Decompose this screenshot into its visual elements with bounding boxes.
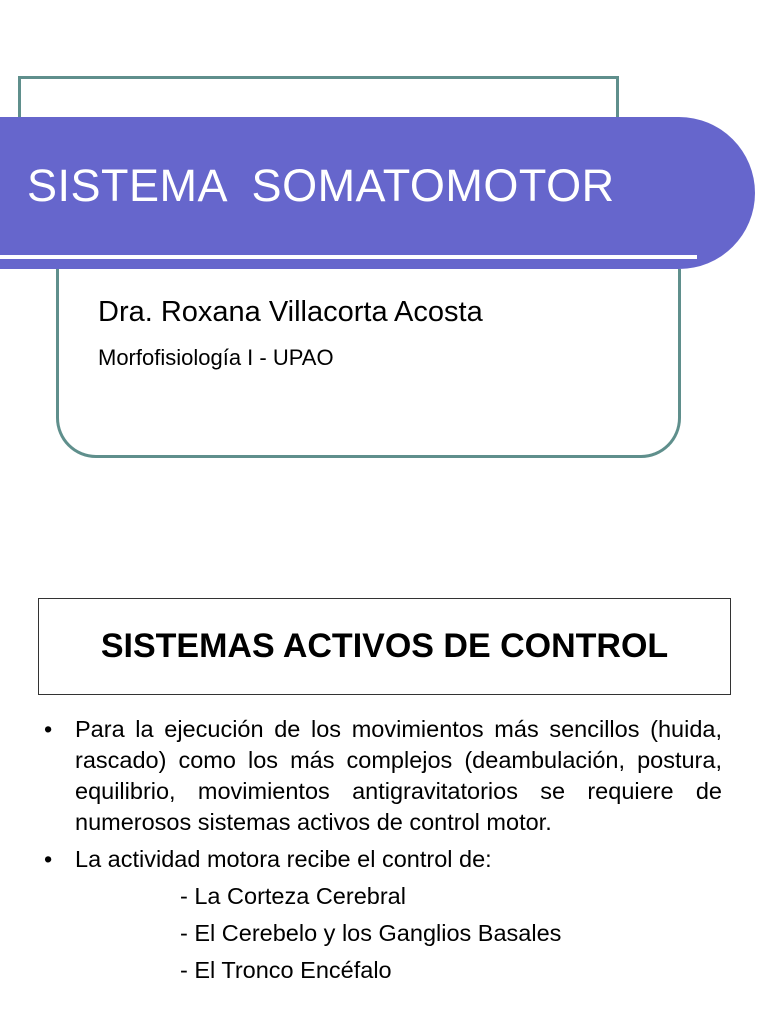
author-name: Dra. Roxana Villacorta Acosta: [98, 296, 483, 328]
control-structures-list: [180, 881, 722, 992]
slide-title: SISTEMA SOMATOMOTOR: [27, 160, 615, 211]
bullet-text: La actividad motora recibe el control de:: [75, 846, 492, 872]
list-item: - El Tronco Encéfalo: [180, 957, 392, 983]
banner-divider-line: [0, 255, 697, 259]
bullet-marker: •: [44, 716, 53, 742]
bullet-item: [44, 844, 722, 875]
section-heading-box: [38, 598, 731, 695]
bullet-text: Para la ejecución de los movimientos más sencillos (huida, rascado) como los más complejos (deambulación, postura, equilibrio, movimientos antigravitatorios se requiere de numerosos sistemas activos de control motor.: [75, 716, 722, 835]
list-item: - El Cerebelo y los Ganglios Basales: [180, 920, 562, 946]
section-heading: SISTEMAS ACTIVOS DE CONTROL: [100, 627, 669, 665]
list-item: - La Corteza Cerebral: [180, 883, 406, 909]
bullet-list: [44, 714, 722, 992]
bullet-marker: •: [44, 846, 53, 872]
course-name: Morfofisiología I - UPAO: [98, 345, 334, 370]
bullet-item: [44, 714, 722, 838]
